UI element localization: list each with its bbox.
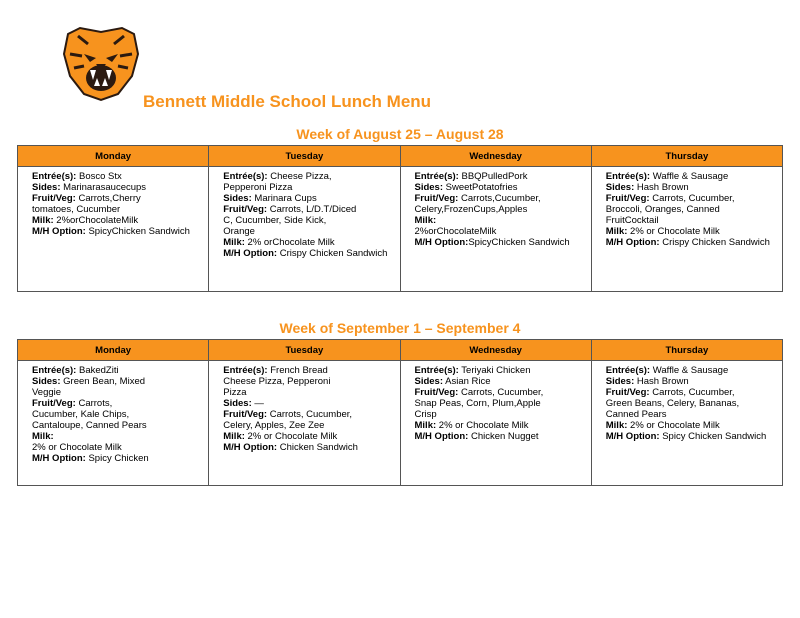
menu-line-text: BBQPulledPork — [458, 171, 528, 182]
menu-line-text: Green Bean, Mixed — [60, 376, 146, 387]
menu-line-text: 2% orChocolate Milk — [244, 237, 335, 248]
menu-line — [32, 226, 202, 237]
menu-line — [606, 398, 776, 409]
menu-line — [32, 409, 202, 420]
menu-line-label: Entrée(s): — [414, 365, 459, 376]
menu-line — [415, 226, 585, 237]
menu-line-text: Asian Rice — [443, 376, 491, 387]
menu-line — [606, 387, 776, 398]
menu-line-label: Sides: — [32, 182, 61, 193]
week-2-day-header: Wednesday — [400, 340, 591, 361]
menu-line — [223, 409, 393, 420]
menu-line-label: Fruit/Veg: — [605, 193, 650, 204]
menu-cell — [591, 361, 782, 486]
menu-line-label: M/H Option: — [605, 431, 660, 442]
menu-line — [415, 409, 585, 420]
week-2-header-row — [18, 340, 783, 361]
menu-line-label: M/H Option: — [32, 453, 86, 464]
menu-line-text: Crispy Chicken Sandwich — [277, 248, 388, 259]
menu-line — [415, 387, 585, 398]
menu-line-label: M/H Option: — [414, 237, 469, 248]
menu-line-text: Carrots,Cherry — [75, 193, 141, 204]
week-1-day-header: Tuesday — [209, 146, 400, 167]
menu-line-text: 2% or Chocolate Milk — [436, 420, 529, 431]
menu-line — [32, 387, 202, 398]
menu-line-text: 2% or Chocolate Milk — [32, 442, 122, 453]
menu-line — [606, 171, 776, 182]
menu-line-text: Celery,FrozenCups,Apples — [414, 204, 528, 215]
menu-line-text: Bosco Stx — [76, 171, 122, 182]
menu-cell — [209, 167, 400, 292]
menu-line — [223, 182, 393, 193]
menu-line-text: French Bread — [267, 365, 328, 376]
menu-line — [223, 204, 393, 215]
menu-line-label: Entrée(s): — [605, 365, 651, 376]
menu-line — [32, 365, 202, 376]
menu-line-label: Milk: — [32, 215, 54, 226]
menu-line — [32, 171, 202, 182]
week-1-menu-row — [18, 167, 783, 292]
menu-line — [415, 398, 585, 409]
menu-line-text: SpicyChicken Sandwich — [85, 226, 190, 237]
menu-line-label: Milk: — [223, 237, 245, 248]
menu-line-text: Carrots, Cucumber, — [649, 387, 735, 398]
menu-line — [606, 365, 776, 376]
menu-line — [223, 365, 393, 376]
menu-line-text: Crisp — [414, 409, 437, 420]
menu-line-text: Pizza — [223, 387, 247, 398]
menu-line-text: Carrots, — [75, 398, 113, 409]
menu-line — [415, 171, 585, 182]
menu-line — [223, 398, 393, 409]
menu-line — [415, 182, 585, 193]
menu-line — [415, 420, 585, 431]
menu-line-text: Cheese Pizza, Pepperoni — [223, 376, 331, 387]
menu-line — [32, 453, 202, 464]
menu-line-text: Carrots, Cucumber, — [458, 387, 544, 398]
menu-line — [32, 215, 202, 226]
week-1-title: Week of August 25 – August 28 — [296, 126, 504, 142]
menu-line-text: Pepperoni Pizza — [223, 182, 293, 193]
menu-line — [606, 237, 776, 248]
menu-line-text: Teriyaki Chicken — [458, 365, 531, 376]
menu-line — [223, 431, 393, 442]
menu-line — [415, 431, 585, 442]
menu-line — [223, 376, 393, 387]
week-1-day-header: Thursday — [591, 146, 782, 167]
menu-line-label: Milk: — [32, 431, 54, 442]
menu-line — [32, 182, 202, 193]
menu-line-label: Entrée(s): — [605, 171, 651, 182]
menu-line-label: Fruit/Veg: — [414, 193, 459, 204]
menu-line-label: Milk: — [605, 226, 628, 237]
menu-line — [606, 193, 776, 204]
menu-line-label: Sides: — [605, 376, 635, 387]
menu-line — [32, 193, 202, 204]
menu-line-text: BakedZiti — [76, 365, 119, 376]
menu-line-text: Hash Brown — [634, 182, 689, 193]
menu-line — [223, 387, 393, 398]
menu-line — [223, 248, 393, 259]
menu-line — [415, 365, 585, 376]
menu-line — [32, 431, 202, 442]
menu-line-text: Canned Pears — [605, 409, 667, 420]
menu-line-text: Carrots, Cucumber, — [649, 193, 735, 204]
menu-line-text: Spicy Chicken — [85, 453, 149, 464]
menu-line-text: SpicyChicken Sandwich — [468, 237, 570, 248]
menu-line — [32, 420, 202, 431]
menu-line-text: FruitCocktail — [605, 215, 659, 226]
menu-line-label: Fruit/Veg: — [223, 409, 268, 420]
menu-line — [606, 420, 776, 431]
menu-line-text: Carrots, L/D.T/Diced — [267, 204, 357, 215]
menu-line-text: Carrots,Cucumber, — [458, 193, 541, 204]
menu-line-text: Broccoli, Oranges, Canned — [605, 204, 720, 215]
menu-line-text: — — [251, 398, 264, 409]
menu-line-label: Sides: — [223, 398, 252, 409]
menu-line — [606, 376, 776, 387]
menu-line-text: 2%orChocolateMilk — [53, 215, 139, 226]
menu-line — [415, 376, 585, 387]
menu-line-text: Carrots, Cucumber, — [267, 409, 353, 420]
menu-line-text: Green Beans, Celery, Bananas, — [605, 398, 740, 409]
menu-line — [223, 420, 393, 431]
menu-line-text: C, Cucumber, Side Kick, — [223, 215, 327, 226]
week-2-day-header: Thursday — [591, 340, 782, 361]
menu-line-label: Entrée(s): — [32, 171, 77, 182]
week-1-day-header: Monday — [18, 146, 209, 167]
menu-line — [32, 204, 202, 215]
menu-line-label: Sides: — [414, 182, 444, 193]
menu-line — [415, 237, 585, 248]
menu-line-text: Snap Peas, Corn, Plum,Apple — [414, 398, 541, 409]
week-2-title: Week of September 1 – September 4 — [279, 320, 521, 336]
menu-line-label: Entrée(s): — [223, 171, 268, 182]
menu-line-text: Veggie — [32, 387, 62, 398]
menu-line-text: Marinarasaucecups — [60, 182, 147, 193]
menu-line-label: Fruit/Veg: — [32, 398, 76, 409]
menu-line-text: Celery, Apples, Zee Zee — [223, 420, 325, 431]
menu-line-label: Fruit/Veg: — [605, 387, 650, 398]
menu-line-label: Entrée(s): — [414, 171, 459, 182]
menu-line-label: Milk: — [414, 215, 437, 226]
menu-line — [606, 182, 776, 193]
menu-line-label: Sides: — [223, 193, 252, 204]
menu-line-text: Cantaloupe, Canned Pears — [32, 420, 147, 431]
menu-line-text: 2% or Chocolate Milk — [627, 420, 720, 431]
menu-line-label: Milk: — [414, 420, 437, 431]
menu-line — [415, 215, 585, 226]
menu-line-label: Fruit/Veg: — [223, 204, 268, 215]
menu-line-text: Orange — [223, 226, 255, 237]
menu-cell — [400, 361, 591, 486]
menu-line-label: M/H Option: — [32, 226, 86, 237]
menu-line-text: Crispy Chicken Sandwich — [659, 237, 770, 248]
menu-line-text: Hash Brown — [634, 376, 689, 387]
menu-line — [32, 442, 202, 453]
menu-line — [606, 226, 776, 237]
menu-line — [32, 398, 202, 409]
menu-line-label: M/H Option: — [605, 237, 660, 248]
menu-line — [223, 215, 393, 226]
menu-line-text: Cheese Pizza, — [267, 171, 332, 182]
menu-line-text: Chicken Nugget — [468, 431, 539, 442]
menu-line-label: Sides: — [32, 376, 61, 387]
menu-line-label: Fruit/Veg: — [414, 387, 459, 398]
menu-line — [223, 442, 393, 453]
menu-line-text: tomatoes, Cucumber — [32, 204, 121, 215]
menu-line-label: M/H Option: — [223, 248, 278, 259]
week-1-day-header: Wednesday — [400, 146, 591, 167]
menu-cell — [18, 167, 209, 292]
menu-line-label: M/H Option: — [223, 442, 278, 453]
week-2-day-header: Monday — [18, 340, 209, 361]
menu-line-text: Waffle & Sausage — [650, 365, 729, 376]
menu-line — [32, 376, 202, 387]
menu-line — [415, 193, 585, 204]
menu-line — [606, 409, 776, 420]
menu-line-text: Spicy Chicken Sandwich — [659, 431, 767, 442]
menu-line — [223, 193, 393, 204]
menu-line-text: Waffle & Sausage — [650, 171, 729, 182]
menu-line-label: Milk: — [223, 431, 245, 442]
menu-line-text: Cucumber, Kale Chips, — [32, 409, 130, 420]
week-1-header-row — [18, 146, 783, 167]
menu-line-label: Sides: — [605, 182, 635, 193]
menu-line — [223, 226, 393, 237]
menu-line-text: Chicken Sandwich — [277, 442, 358, 453]
page-title: Bennett Middle School Lunch Menu — [143, 92, 432, 111]
menu-line — [606, 431, 776, 442]
menu-cell — [18, 361, 209, 486]
menu-line-label: Entrée(s): — [223, 365, 268, 376]
week-2-day-header: Tuesday — [209, 340, 400, 361]
menu-line-text: 2% or Chocolate Milk — [627, 226, 720, 237]
menu-line-label: Sides: — [414, 376, 444, 387]
menu-cell — [400, 167, 591, 292]
menu-line — [223, 237, 393, 248]
menu-line-text: 2% or Chocolate Milk — [244, 431, 338, 442]
menu-line — [415, 204, 585, 215]
week-2-menu-table — [17, 339, 783, 486]
menu-line-label: M/H Option: — [414, 431, 469, 442]
menu-line-label: Fruit/Veg: — [32, 193, 76, 204]
menu-line-text: Marinara Cups — [251, 193, 317, 204]
menu-line-text: 2%orChocolateMilk — [414, 226, 497, 237]
week-1-menu-table — [17, 145, 783, 292]
menu-cell — [209, 361, 400, 486]
tiger-mascot-icon — [60, 24, 142, 104]
menu-line-label: Milk: — [605, 420, 628, 431]
menu-line-label: Entrée(s): — [32, 365, 77, 376]
menu-line — [223, 171, 393, 182]
menu-line-text: SweetPotatofries — [443, 182, 518, 193]
menu-line — [606, 204, 776, 215]
menu-cell — [591, 167, 782, 292]
menu-line — [606, 215, 776, 226]
week-2-menu-row — [18, 361, 783, 486]
